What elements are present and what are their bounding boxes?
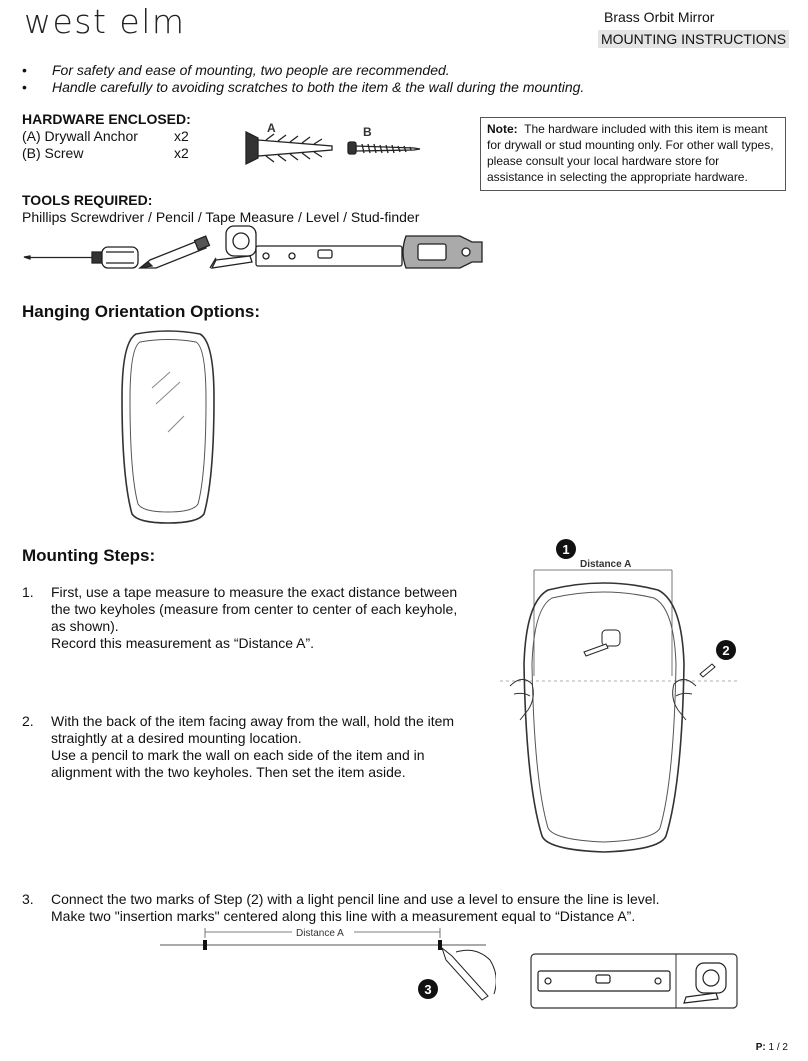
step-line: alignment with the two keyholes. Then set the item aside. [51, 764, 406, 780]
page-number [756, 1042, 788, 1053]
orientation-mirror-illustration [118, 328, 218, 528]
page-label: P: [755, 1042, 766, 1053]
badge-number: 1 [562, 542, 570, 557]
hardware-name: (B) Screw [22, 145, 84, 161]
stud-finder-icon [403, 236, 482, 268]
step-line: Make two "insertion marks" centered along this line with a measurement equal to “Distance A”. [51, 908, 636, 924]
pencil-icon [140, 236, 209, 268]
distance-a-label: Distance A [580, 559, 632, 570]
hardware-heading: HARDWARE ENCLOSED: [22, 111, 191, 127]
hand-right-icon [673, 679, 696, 720]
hardware-section [22, 111, 191, 162]
level-icon [256, 246, 402, 266]
intro-bullets [22, 62, 584, 96]
step-line: Use a pencil to mark the wall on each side of the item and in [51, 747, 425, 763]
doc-title: MOUNTING INSTRUCTIONS [598, 30, 789, 48]
tools-heading: TOOLS REQUIRED: [22, 192, 153, 208]
step-line: the two keyholes (measure from center to center of each keyhole, [51, 601, 458, 617]
step-line: Record this measurement as “Distance A”. [51, 635, 314, 651]
screw-icon [348, 142, 420, 154]
step-number: 2. [22, 713, 34, 729]
step-line: Connect the two marks of Step (2) with a light pencil line and use a level to ensure the line is level. [51, 891, 660, 907]
tools-illustration [20, 222, 490, 274]
bullet-symbol: • [22, 79, 27, 95]
hand-left-icon [510, 679, 533, 720]
distance-line-diagram [156, 922, 496, 1008]
tools-section [22, 192, 419, 226]
badge-number: 3 [424, 982, 432, 997]
distance-a-label: Distance A [296, 928, 344, 939]
hand-with-pencil-icon [442, 948, 496, 1000]
drywall-anchor-icon [246, 132, 332, 164]
brand-logo: west elm [24, 2, 186, 41]
step-line: as shown). [51, 618, 119, 634]
badge-number: 2 [722, 643, 730, 658]
hardware-illustration [236, 118, 436, 174]
bullet-item [22, 79, 584, 96]
step-number: 1. [22, 584, 34, 600]
bullet-item [22, 62, 584, 79]
step-line: straightly at a desired mounting location. [51, 730, 302, 746]
bullet-text: For safety and ease of mounting, two people are recommended. [52, 62, 450, 78]
hardware-qty: x2 [174, 128, 189, 144]
tape-measure-icon [210, 226, 256, 268]
hardware-row [22, 145, 191, 162]
anchor-label: A [267, 121, 276, 135]
hardware-qty: x2 [174, 145, 189, 161]
screw-label: B [363, 125, 372, 139]
level-icon [538, 971, 670, 991]
product-name: Brass Orbit Mirror [604, 9, 715, 25]
mounting-heading: Mounting Steps: [22, 546, 156, 565]
step-number: 3. [22, 891, 34, 907]
note-text: The hardware included with this item is meant for drywall or stud mounting only. For other wall types, please consult your local hardware store for assistance in selecting the appropriate hardware. [487, 122, 774, 184]
pencil-icon [700, 664, 715, 677]
note-label: Note: [487, 122, 518, 136]
tools-list: Phillips Screwdriver / Pencil / Tape Measure / Level / Stud-finder [22, 209, 420, 225]
step-line: First, use a tape measure to measure the exact distance between [51, 584, 458, 600]
hardware-name: (A) Drywall Anchor [22, 128, 138, 144]
screwdriver-icon [24, 247, 138, 268]
level-tape-box [530, 953, 738, 1009]
step-line: With the back of the item facing away from the wall, hold the item [51, 713, 455, 729]
note-box [480, 117, 786, 191]
bullet-text: Handle carefully to avoiding scratches to both the item & the wall during the mounting. [52, 79, 585, 95]
orientation-heading: Hanging Orientation Options: [22, 302, 260, 321]
tape-measure-icon [584, 630, 620, 656]
bullet-symbol: • [22, 62, 27, 78]
page-value: 1 / 2 [768, 1042, 788, 1053]
hardware-row [22, 128, 191, 145]
mounting-mirror-diagram [500, 534, 740, 874]
